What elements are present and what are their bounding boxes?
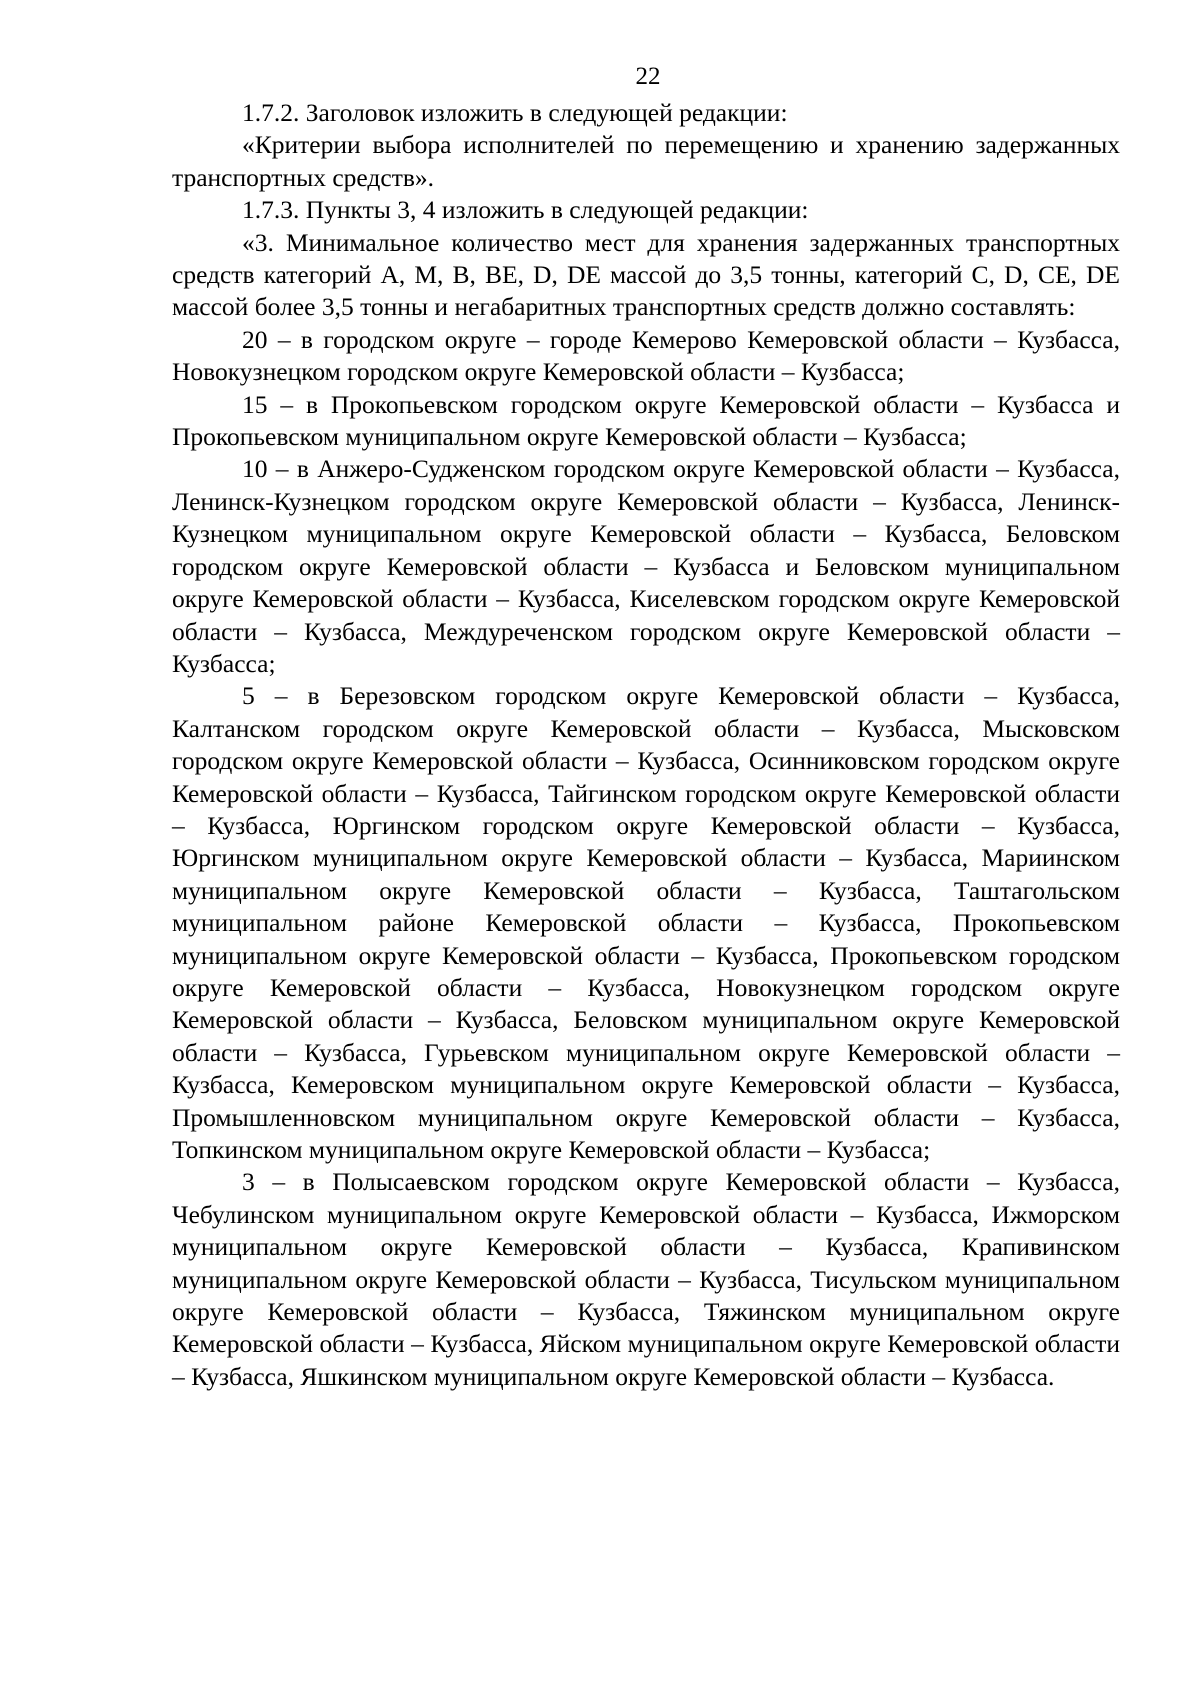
- paragraph-20-places: 20 – в городском округе – городе Кемерово Кемеровской области – Кузбасса, Новокузнецком городском округе Кемеровской области – Кузбасса;: [172, 324, 1120, 387]
- paragraph-title-criteria: «Критерии выбора исполнителей по перемещению и хранению задержанных транспортных средств».: [172, 130, 1120, 192]
- paragraph-5-places: 5 – в Березовском городском округе Кемеровской области – Кузбасса, Калтанском городском округе Кемеровской области – Кузбасса, Мысковском городском округе Кемеровской области – Кузбасса, Осинниковском городском округе Кемеровской области – Кузбасса, Тайгинском городском округе Кемеровской области – Кузбасса, Юргинском городском округе Кемеровской области – Кузбасса, Юргинском муниципальном округе Кемеровской области – Кузбасса, Мариинском муниципальном округе Кемеровской области – Кузбасса, Таштагольском муниципальном районе Кемеровской области – Кузбасса, Прокопьевском муниципальном округе Кемеровской области – Кузбасса, Прокопьевском городском округе Кемеровской области – Кузбасса, Новокузнецком городском округе Кемеровской области – Кузбасса, Беловском муниципальном округе Кемеровской области – Кузбасса, Гурьевском муниципальном округе Кемеровской области – Кузбасса, Кемеровском муниципальном округе Кемеровской области – Кузбасса, Промышленновском муниципальном округе Кемеровской области – Кузбасса, Топкинском муниципальном округе Кемеровской области – Кузбасса;: [172, 681, 1120, 1164]
- paragraph-10-places: 10 – в Анжеро-Судженском городском округе Кемеровской области – Кузбасса, Ленинск-Кузнецком городском округе Кемеровской области – Кузбасса, Ленинск-Кузнецком муниципальном округе Кемеровской области – Кузбасса, Беловском городском округе Кемеровской области – Кузбасса и Беловском муниципальном округе Кемеровской области – Кузбасса, Киселевском городском округе Кемеровской области – Кузбасса, Междуреченском городском округе Кемеровской области – Кузбасса;: [172, 454, 1120, 678]
- paragraph-item-3: «3. Минимальное количество мест для хранения задержанных транспортных средств категорий A, M, B, BE, D, DE массой до 3,5 тонны, категорий C, D, CE, DE массой более 3,5 тонны и негабаритных транспортных средств должно составлять:: [172, 227, 1120, 322]
- paragraph-1-7-2: 1.7.2. Заголовок изложить в следующей редакции:: [242, 98, 788, 127]
- paragraph-1-7-3: 1.7.3. Пункты 3, 4 изложить в следующей редакции:: [242, 195, 809, 225]
- paragraph-15-places: 15 – в Прокопьевском городском округе Кемеровской области – Кузбасса и Прокопьевском муниципальном округе Кемеровской области – Кузбасса;: [172, 389, 1120, 452]
- page-number: 22: [635, 63, 661, 90]
- document-body: [172, 97, 1120, 1393]
- paragraph-3-places: 3 – в Полысаевском городском округе Кемеровской области – Кузбасса, Чебулинском муниципальном округе Кемеровской области – Кузбасса, Ижморском муниципальном округе Кемеровской области – Кузбасса, Крапивинском муниципальном округе Кемеровской области – Кузбасса, Тисульском муниципальном округе Кемеровской области – Кузбасса, Тяжинском муниципальном округе Кемеровской области – Кузбасса, Яйском муниципальном округе Кемеровской области – Кузбасса, Яшкинском муниципальном округе Кемеровской области – Кузбасса.: [172, 1167, 1120, 1391]
